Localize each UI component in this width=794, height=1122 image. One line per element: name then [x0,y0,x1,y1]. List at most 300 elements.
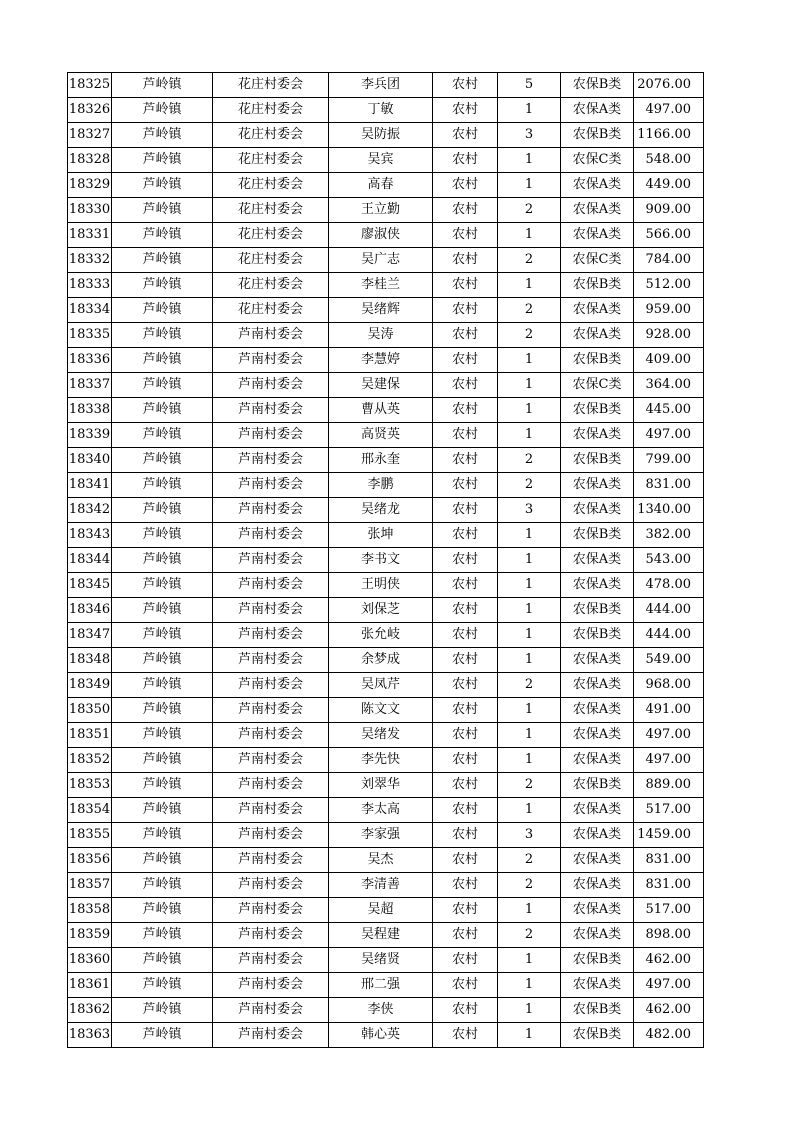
table-row [68,823,704,848]
household-type-cell: 农村 [433,98,498,123]
name-cell: 李家强 [329,823,433,848]
household-type-cell: 农村 [433,973,498,998]
household-type-cell: 农村 [433,223,498,248]
town-cell: 芦岭镇 [112,723,213,748]
village-committee-cell: 花庄村委会 [213,98,329,123]
record-id-cell: 18339 [68,423,112,448]
name-cell: 刘翠华 [329,773,433,798]
town-cell: 芦岭镇 [112,498,213,523]
name-cell: 李先快 [329,748,433,773]
record-id-cell: 18349 [68,673,112,698]
table-row [68,598,704,623]
village-committee-cell: 芦南村委会 [213,598,329,623]
member-count-cell: 1 [498,898,561,923]
record-id-cell: 18362 [68,998,112,1023]
category-cell: 农保A类 [561,423,634,448]
category-cell: 农保A类 [561,698,634,723]
town-cell: 芦岭镇 [112,523,213,548]
name-cell: 吴绪发 [329,723,433,748]
name-cell: 吴绪龙 [329,498,433,523]
name-cell: 李兵团 [329,73,433,98]
amount-cell: 491.00 [634,698,704,723]
member-count-cell: 2 [498,323,561,348]
table-body [68,73,704,1048]
name-cell: 邢二强 [329,973,433,998]
name-cell: 吴杰 [329,848,433,873]
category-cell: 农保A类 [561,923,634,948]
record-id-cell: 18326 [68,98,112,123]
member-count-cell: 2 [498,473,561,498]
member-count-cell: 3 [498,123,561,148]
household-type-cell: 农村 [433,948,498,973]
category-cell: 农保C类 [561,373,634,398]
record-id-cell: 18344 [68,548,112,573]
category-cell: 农保A类 [561,98,634,123]
name-cell: 吴建保 [329,373,433,398]
record-id-cell: 18332 [68,248,112,273]
town-cell: 芦岭镇 [112,73,213,98]
member-count-cell: 1 [498,423,561,448]
amount-cell: 1459.00 [634,823,704,848]
table-row [68,198,704,223]
member-count-cell: 1 [498,148,561,173]
town-cell: 芦岭镇 [112,823,213,848]
table-row [68,748,704,773]
village-committee-cell: 花庄村委会 [213,273,329,298]
village-committee-cell: 芦南村委会 [213,798,329,823]
record-id-cell: 18330 [68,198,112,223]
village-committee-cell: 芦南村委会 [213,623,329,648]
category-cell: 农保A类 [561,298,634,323]
table-row [68,273,704,298]
amount-cell: 549.00 [634,648,704,673]
table-row [68,73,704,98]
table-row [68,798,704,823]
village-committee-cell: 花庄村委会 [213,248,329,273]
household-type-cell: 农村 [433,423,498,448]
table-row [68,848,704,873]
village-committee-cell: 花庄村委会 [213,173,329,198]
category-cell: 农保A类 [561,198,634,223]
village-committee-cell: 芦南村委会 [213,423,329,448]
table-row [68,723,704,748]
amount-cell: 909.00 [634,198,704,223]
record-id-cell: 18357 [68,873,112,898]
category-cell: 农保B类 [561,448,634,473]
table-row [68,973,704,998]
village-committee-cell: 花庄村委会 [213,223,329,248]
name-cell: 张坤 [329,523,433,548]
category-cell: 农保A类 [561,573,634,598]
town-cell: 芦岭镇 [112,123,213,148]
name-cell: 吴广志 [329,248,433,273]
name-cell: 王立勤 [329,198,433,223]
household-type-cell: 农村 [433,848,498,873]
record-table [67,72,704,1048]
village-committee-cell: 芦南村委会 [213,1023,329,1048]
category-cell: 农保C类 [561,148,634,173]
amount-cell: 1166.00 [634,123,704,148]
town-cell: 芦岭镇 [112,948,213,973]
town-cell: 芦岭镇 [112,373,213,398]
town-cell: 芦岭镇 [112,798,213,823]
member-count-cell: 1 [498,998,561,1023]
amount-cell: 889.00 [634,773,704,798]
name-cell: 廖淑侠 [329,223,433,248]
amount-cell: 462.00 [634,948,704,973]
amount-cell: 444.00 [634,598,704,623]
amount-cell: 497.00 [634,723,704,748]
category-cell: 农保A类 [561,673,634,698]
category-cell: 农保A类 [561,173,634,198]
category-cell: 农保B类 [561,623,634,648]
table-row [68,248,704,273]
village-committee-cell: 芦南村委会 [213,773,329,798]
member-count-cell: 1 [498,223,561,248]
amount-cell: 799.00 [634,448,704,473]
village-committee-cell: 芦南村委会 [213,398,329,423]
household-type-cell: 农村 [433,123,498,148]
household-type-cell: 农村 [433,598,498,623]
name-cell: 李桂兰 [329,273,433,298]
category-cell: 农保B类 [561,1023,634,1048]
member-count-cell: 1 [498,973,561,998]
record-id-cell: 18337 [68,373,112,398]
town-cell: 芦岭镇 [112,173,213,198]
village-committee-cell: 芦南村委会 [213,698,329,723]
record-id-cell: 18341 [68,473,112,498]
town-cell: 芦岭镇 [112,773,213,798]
name-cell: 王明侠 [329,573,433,598]
amount-cell: 462.00 [634,998,704,1023]
record-id-cell: 18345 [68,573,112,598]
village-committee-cell: 花庄村委会 [213,198,329,223]
name-cell: 吴涛 [329,323,433,348]
household-type-cell: 农村 [433,873,498,898]
name-cell: 韩心英 [329,1023,433,1048]
category-cell: 农保A类 [561,748,634,773]
town-cell: 芦岭镇 [112,698,213,723]
amount-cell: 831.00 [634,873,704,898]
household-type-cell: 农村 [433,248,498,273]
village-committee-cell: 芦南村委会 [213,548,329,573]
table-row [68,948,704,973]
category-cell: 农保B类 [561,523,634,548]
name-cell: 李侠 [329,998,433,1023]
category-cell: 农保A类 [561,548,634,573]
village-committee-cell: 芦南村委会 [213,648,329,673]
amount-cell: 543.00 [634,548,704,573]
household-type-cell: 农村 [433,748,498,773]
table-row [68,773,704,798]
member-count-cell: 1 [498,373,561,398]
village-committee-cell: 芦南村委会 [213,823,329,848]
member-count-cell: 1 [498,173,561,198]
household-type-cell: 农村 [433,623,498,648]
village-committee-cell: 芦南村委会 [213,373,329,398]
category-cell: 农保A类 [561,898,634,923]
village-committee-cell: 芦南村委会 [213,348,329,373]
category-cell: 农保A类 [561,798,634,823]
record-id-cell: 18348 [68,648,112,673]
amount-cell: 1340.00 [634,498,704,523]
town-cell: 芦岭镇 [112,448,213,473]
household-type-cell: 农村 [433,473,498,498]
town-cell: 芦岭镇 [112,923,213,948]
category-cell: 农保B类 [561,273,634,298]
category-cell: 农保A类 [561,823,634,848]
table-row [68,173,704,198]
village-committee-cell: 芦南村委会 [213,748,329,773]
town-cell: 芦岭镇 [112,573,213,598]
village-committee-cell: 芦南村委会 [213,948,329,973]
name-cell: 吴宾 [329,148,433,173]
category-cell: 农保A类 [561,723,634,748]
table-row [68,373,704,398]
amount-cell: 831.00 [634,848,704,873]
village-committee-cell: 芦南村委会 [213,998,329,1023]
amount-cell: 482.00 [634,1023,704,1048]
member-count-cell: 2 [498,198,561,223]
member-count-cell: 3 [498,823,561,848]
name-cell: 李慧婷 [329,348,433,373]
village-committee-cell: 芦南村委会 [213,448,329,473]
town-cell: 芦岭镇 [112,548,213,573]
category-cell: 农保B类 [561,73,634,98]
household-type-cell: 农村 [433,548,498,573]
town-cell: 芦岭镇 [112,398,213,423]
record-id-cell: 18359 [68,923,112,948]
household-type-cell: 农村 [433,723,498,748]
town-cell: 芦岭镇 [112,873,213,898]
category-cell: 农保B类 [561,348,634,373]
village-committee-cell: 花庄村委会 [213,123,329,148]
household-type-cell: 农村 [433,273,498,298]
category-cell: 农保B类 [561,998,634,1023]
table-row [68,648,704,673]
household-type-cell: 农村 [433,648,498,673]
town-cell: 芦岭镇 [112,1023,213,1048]
record-id-cell: 18329 [68,173,112,198]
table-row [68,923,704,948]
record-id-cell: 18352 [68,748,112,773]
village-committee-cell: 花庄村委会 [213,73,329,98]
name-cell: 高贤英 [329,423,433,448]
household-type-cell: 农村 [433,373,498,398]
amount-cell: 497.00 [634,748,704,773]
town-cell: 芦岭镇 [112,898,213,923]
category-cell: 农保A类 [561,648,634,673]
household-type-cell: 农村 [433,398,498,423]
record-id-cell: 18343 [68,523,112,548]
village-committee-cell: 花庄村委会 [213,148,329,173]
table-row [68,298,704,323]
record-id-cell: 18361 [68,973,112,998]
table-row [68,523,704,548]
amount-cell: 898.00 [634,923,704,948]
amount-cell: 409.00 [634,348,704,373]
member-count-cell: 1 [498,948,561,973]
member-count-cell: 2 [498,298,561,323]
name-cell: 李太高 [329,798,433,823]
town-cell: 芦岭镇 [112,148,213,173]
name-cell: 吴程建 [329,923,433,948]
record-id-cell: 18360 [68,948,112,973]
name-cell: 吴绪辉 [329,298,433,323]
member-count-cell: 1 [498,798,561,823]
record-id-cell: 18335 [68,323,112,348]
record-id-cell: 18327 [68,123,112,148]
name-cell: 吴绪贤 [329,948,433,973]
amount-cell: 566.00 [634,223,704,248]
member-count-cell: 2 [498,923,561,948]
record-id-cell: 18346 [68,598,112,623]
household-type-cell: 农村 [433,323,498,348]
name-cell: 陈文文 [329,698,433,723]
record-id-cell: 18328 [68,148,112,173]
village-committee-cell: 芦南村委会 [213,673,329,698]
village-committee-cell: 芦南村委会 [213,323,329,348]
household-type-cell: 农村 [433,673,498,698]
table-row [68,423,704,448]
household-type-cell: 农村 [433,73,498,98]
member-count-cell: 1 [498,273,561,298]
household-type-cell: 农村 [433,298,498,323]
record-id-cell: 18350 [68,698,112,723]
table-row [68,448,704,473]
town-cell: 芦岭镇 [112,598,213,623]
table-row [68,998,704,1023]
town-cell: 芦岭镇 [112,648,213,673]
amount-cell: 364.00 [634,373,704,398]
household-type-cell: 农村 [433,1023,498,1048]
record-id-cell: 18358 [68,898,112,923]
name-cell: 吴防振 [329,123,433,148]
household-type-cell: 农村 [433,998,498,1023]
town-cell: 芦岭镇 [112,998,213,1023]
name-cell: 李书文 [329,548,433,573]
table-row [68,698,704,723]
amount-cell: 968.00 [634,673,704,698]
town-cell: 芦岭镇 [112,323,213,348]
amount-cell: 382.00 [634,523,704,548]
category-cell: 农保A类 [561,223,634,248]
household-type-cell: 农村 [433,823,498,848]
amount-cell: 497.00 [634,423,704,448]
amount-cell: 478.00 [634,573,704,598]
village-committee-cell: 芦南村委会 [213,973,329,998]
amount-cell: 445.00 [634,398,704,423]
household-type-cell: 农村 [433,923,498,948]
town-cell: 芦岭镇 [112,98,213,123]
table-row [68,498,704,523]
table-row [68,98,704,123]
village-committee-cell: 芦南村委会 [213,848,329,873]
table-row [68,898,704,923]
category-cell: 农保B类 [561,773,634,798]
member-count-cell: 2 [498,248,561,273]
member-count-cell: 1 [498,573,561,598]
member-count-cell: 1 [498,648,561,673]
record-id-cell: 18331 [68,223,112,248]
amount-cell: 517.00 [634,898,704,923]
table-row [68,348,704,373]
name-cell: 丁敏 [329,98,433,123]
table-row [68,398,704,423]
town-cell: 芦岭镇 [112,348,213,373]
town-cell: 芦岭镇 [112,423,213,448]
table-row [68,148,704,173]
household-type-cell: 农村 [433,773,498,798]
member-count-cell: 1 [498,548,561,573]
name-cell: 吴超 [329,898,433,923]
amount-cell: 959.00 [634,298,704,323]
category-cell: 农保B类 [561,398,634,423]
amount-cell: 497.00 [634,973,704,998]
category-cell: 农保A类 [561,323,634,348]
table-row [68,623,704,648]
amount-cell: 831.00 [634,473,704,498]
name-cell: 李清善 [329,873,433,898]
record-id-cell: 18336 [68,348,112,373]
table-row [68,873,704,898]
member-count-cell: 1 [498,698,561,723]
record-id-cell: 18354 [68,798,112,823]
village-committee-cell: 花庄村委会 [213,298,329,323]
amount-cell: 548.00 [634,148,704,173]
record-id-cell: 18356 [68,848,112,873]
member-count-cell: 3 [498,498,561,523]
category-cell: 农保A类 [561,498,634,523]
category-cell: 农保A类 [561,973,634,998]
category-cell: 农保B类 [561,598,634,623]
household-type-cell: 农村 [433,523,498,548]
name-cell: 高春 [329,173,433,198]
village-committee-cell: 芦南村委会 [213,523,329,548]
household-type-cell: 农村 [433,798,498,823]
member-count-cell: 5 [498,73,561,98]
member-count-cell: 1 [498,348,561,373]
category-cell: 农保A类 [561,473,634,498]
record-id-cell: 18355 [68,823,112,848]
record-id-cell: 18340 [68,448,112,473]
category-cell: 农保B类 [561,123,634,148]
household-type-cell: 农村 [433,148,498,173]
table-row [68,323,704,348]
amount-cell: 2076.00 [634,73,704,98]
name-cell: 余梦成 [329,648,433,673]
village-committee-cell: 芦南村委会 [213,723,329,748]
town-cell: 芦岭镇 [112,273,213,298]
category-cell: 农保A类 [561,848,634,873]
table-row [68,473,704,498]
table-row [68,1023,704,1048]
name-cell: 张允岐 [329,623,433,648]
household-type-cell: 农村 [433,198,498,223]
amount-cell: 512.00 [634,273,704,298]
table-row [68,573,704,598]
member-count-cell: 1 [498,98,561,123]
member-count-cell: 1 [498,523,561,548]
town-cell: 芦岭镇 [112,673,213,698]
village-committee-cell: 芦南村委会 [213,473,329,498]
category-cell: 农保B类 [561,948,634,973]
name-cell: 吴凤芹 [329,673,433,698]
town-cell: 芦岭镇 [112,623,213,648]
member-count-cell: 2 [498,873,561,898]
village-committee-cell: 芦南村委会 [213,923,329,948]
amount-cell: 444.00 [634,623,704,648]
